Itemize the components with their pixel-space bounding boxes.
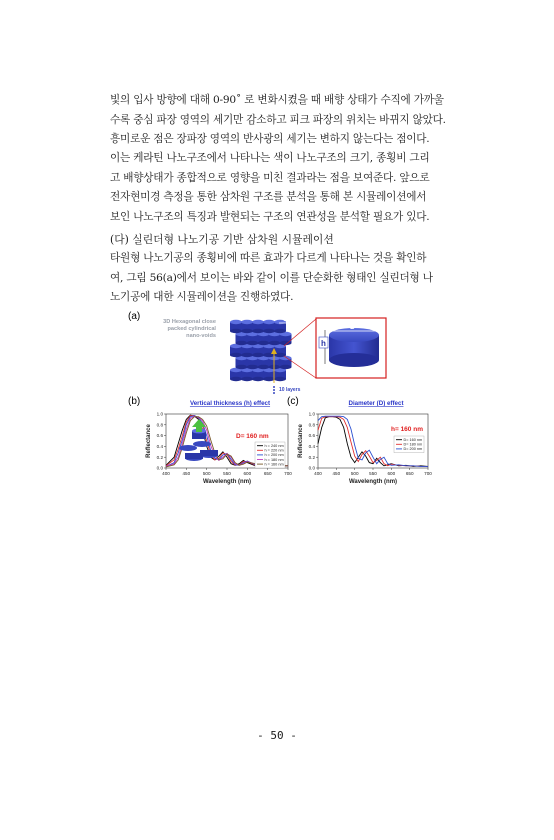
- y-tick-label: 0.0: [156, 465, 163, 471]
- x-tick-label: 500: [350, 471, 359, 476]
- x-tick-label: 500: [202, 471, 211, 476]
- layers-dot: [273, 392, 275, 394]
- text-line: 전자현미경 측정을 통한 삼차원 구조를 분석을 통해 본 시뮬레이션에서: [110, 191, 427, 204]
- x-tick-label: 600: [387, 471, 396, 476]
- dim-D-label: D: [350, 324, 356, 331]
- y-axis-label: Reflectance: [298, 424, 304, 458]
- text-line: 고 배향상태가 종합적으로 영향을 미친 결과라는 점을 보여준다. 앞으로: [110, 171, 430, 184]
- x-tick-label: 650: [405, 471, 414, 476]
- panel-b-label: (b): [128, 396, 141, 407]
- panel-a-caption-3: nano-voids: [186, 333, 216, 339]
- legend-label: D= 180 nm: [403, 442, 423, 447]
- y-tick-label: 0.4: [156, 444, 163, 449]
- paragraph-2: [110, 149, 450, 227]
- single-cylinder: [329, 328, 379, 367]
- x-tick-label: 450: [182, 471, 191, 476]
- x-tick-label: 700: [284, 471, 292, 476]
- inset-cylinders: [179, 419, 218, 461]
- x-tick-label: 400: [162, 471, 170, 476]
- y-tick-label: 0.8: [308, 422, 315, 428]
- x-tick-label: 550: [223, 471, 231, 476]
- paragraph-1: [110, 91, 450, 150]
- y-tick-label: 0.6: [156, 433, 163, 439]
- legend-label: D= 200 nm: [403, 447, 423, 452]
- y-axis-label: Reflectance: [146, 424, 152, 458]
- legend-label: h = 200 nm: [264, 453, 284, 458]
- x-tick-label: 450: [332, 471, 341, 476]
- x-axis-label: Wavelength (nm): [348, 479, 398, 485]
- legend-label: D= 160 nm: [403, 438, 423, 442]
- x-tick-label: 600: [243, 471, 252, 476]
- legend-label: h = 220 nm: [264, 448, 284, 453]
- text-line: 타원형 나노기공의 종횡비에 따른 효과가 다르게 나타나는 것을 확인하: [110, 252, 427, 264]
- y-tick-label: 0.8: [156, 422, 163, 428]
- text-line: 보인 나노구조의 특징과 발현되는 구조의 연관성을 분석할 필요가 있다.: [110, 210, 430, 223]
- paragraph-3: [110, 249, 450, 308]
- y-tick-label: 0.2: [156, 454, 163, 460]
- x-tick-label: 650: [263, 471, 272, 476]
- chart-c: [298, 412, 432, 485]
- text-line: 수록 중심 파장 영역의 세기만 감소하고 피크 파장의 위치는 바뀌지 않았다.: [110, 113, 446, 126]
- legend-label: h = 180 nm: [264, 457, 284, 462]
- y-tick-label: 0.4: [308, 444, 315, 449]
- section-heading: (다) 실린더형 나노기공 기반 삼차원 시뮬레이션: [110, 233, 334, 246]
- x-tick-label: 550: [369, 471, 377, 476]
- panel-b-annotation: D= 160 nm: [236, 433, 269, 440]
- y-tick-label: 1.0: [156, 411, 163, 417]
- y-tick-label: 0.6: [308, 433, 315, 439]
- panel-b-title: Vertical thickness (h) effect: [189, 400, 271, 407]
- x-tick-label: 700: [424, 471, 432, 476]
- layers-dot: [273, 386, 275, 388]
- y-tick-label: 0.2: [308, 454, 315, 460]
- legend-label: h = 160 nm: [264, 462, 284, 467]
- chart-b: [146, 412, 292, 485]
- figure-56: [126, 306, 436, 496]
- text-line: 여, 그림 56(a)에서 보이는 바와 같이 이를 단순화한 형태인 실린더형 나: [110, 271, 433, 284]
- y-tick-label: 1.0: [308, 411, 315, 417]
- panel-c-title: Diameter (D) effect: [348, 400, 404, 407]
- text-line: 이는 케라틴 나노구조에서 나타나는 색이 나노구조의 크기, 종횡비 그리: [110, 152, 430, 164]
- y-tick-label: 0.0: [308, 465, 315, 471]
- panel-c-label: (c): [287, 396, 299, 407]
- x-tick-label: 400: [314, 471, 322, 476]
- legend-label: h = 240 nm: [264, 444, 284, 448]
- dim-h-label: h: [321, 339, 326, 348]
- panel-a-caption-1: 3D Hexagonal close: [163, 319, 216, 325]
- layers-label: 10 layers: [279, 387, 301, 393]
- hexagonal-cylinder-stack: [230, 320, 292, 381]
- panel-a-label: (a): [128, 311, 141, 322]
- text-line: 빛의 입사 방향에 대해 0-90˚ 로 변화시켰을 때 배향 상태가 수직에 가까울: [110, 94, 444, 106]
- figure-svg: [126, 306, 436, 496]
- text-line: 흥미로운 점은 장파장 영역의 반사광의 세기는 변하지 않는다는 점이다.: [110, 133, 430, 146]
- x-axis-label: Wavelength (nm): [202, 479, 252, 485]
- layers-dot: [273, 389, 275, 391]
- panel-c-annotation: h= 160 nm: [391, 426, 423, 433]
- dim-200nm-label: 200 nm: [284, 317, 305, 323]
- panel-a-caption-2: packed cylindrical: [167, 326, 216, 332]
- page-number: - 50 -: [257, 729, 297, 742]
- text-line: 노기공에 대한 시뮬레이션을 진행하였다.: [110, 291, 294, 304]
